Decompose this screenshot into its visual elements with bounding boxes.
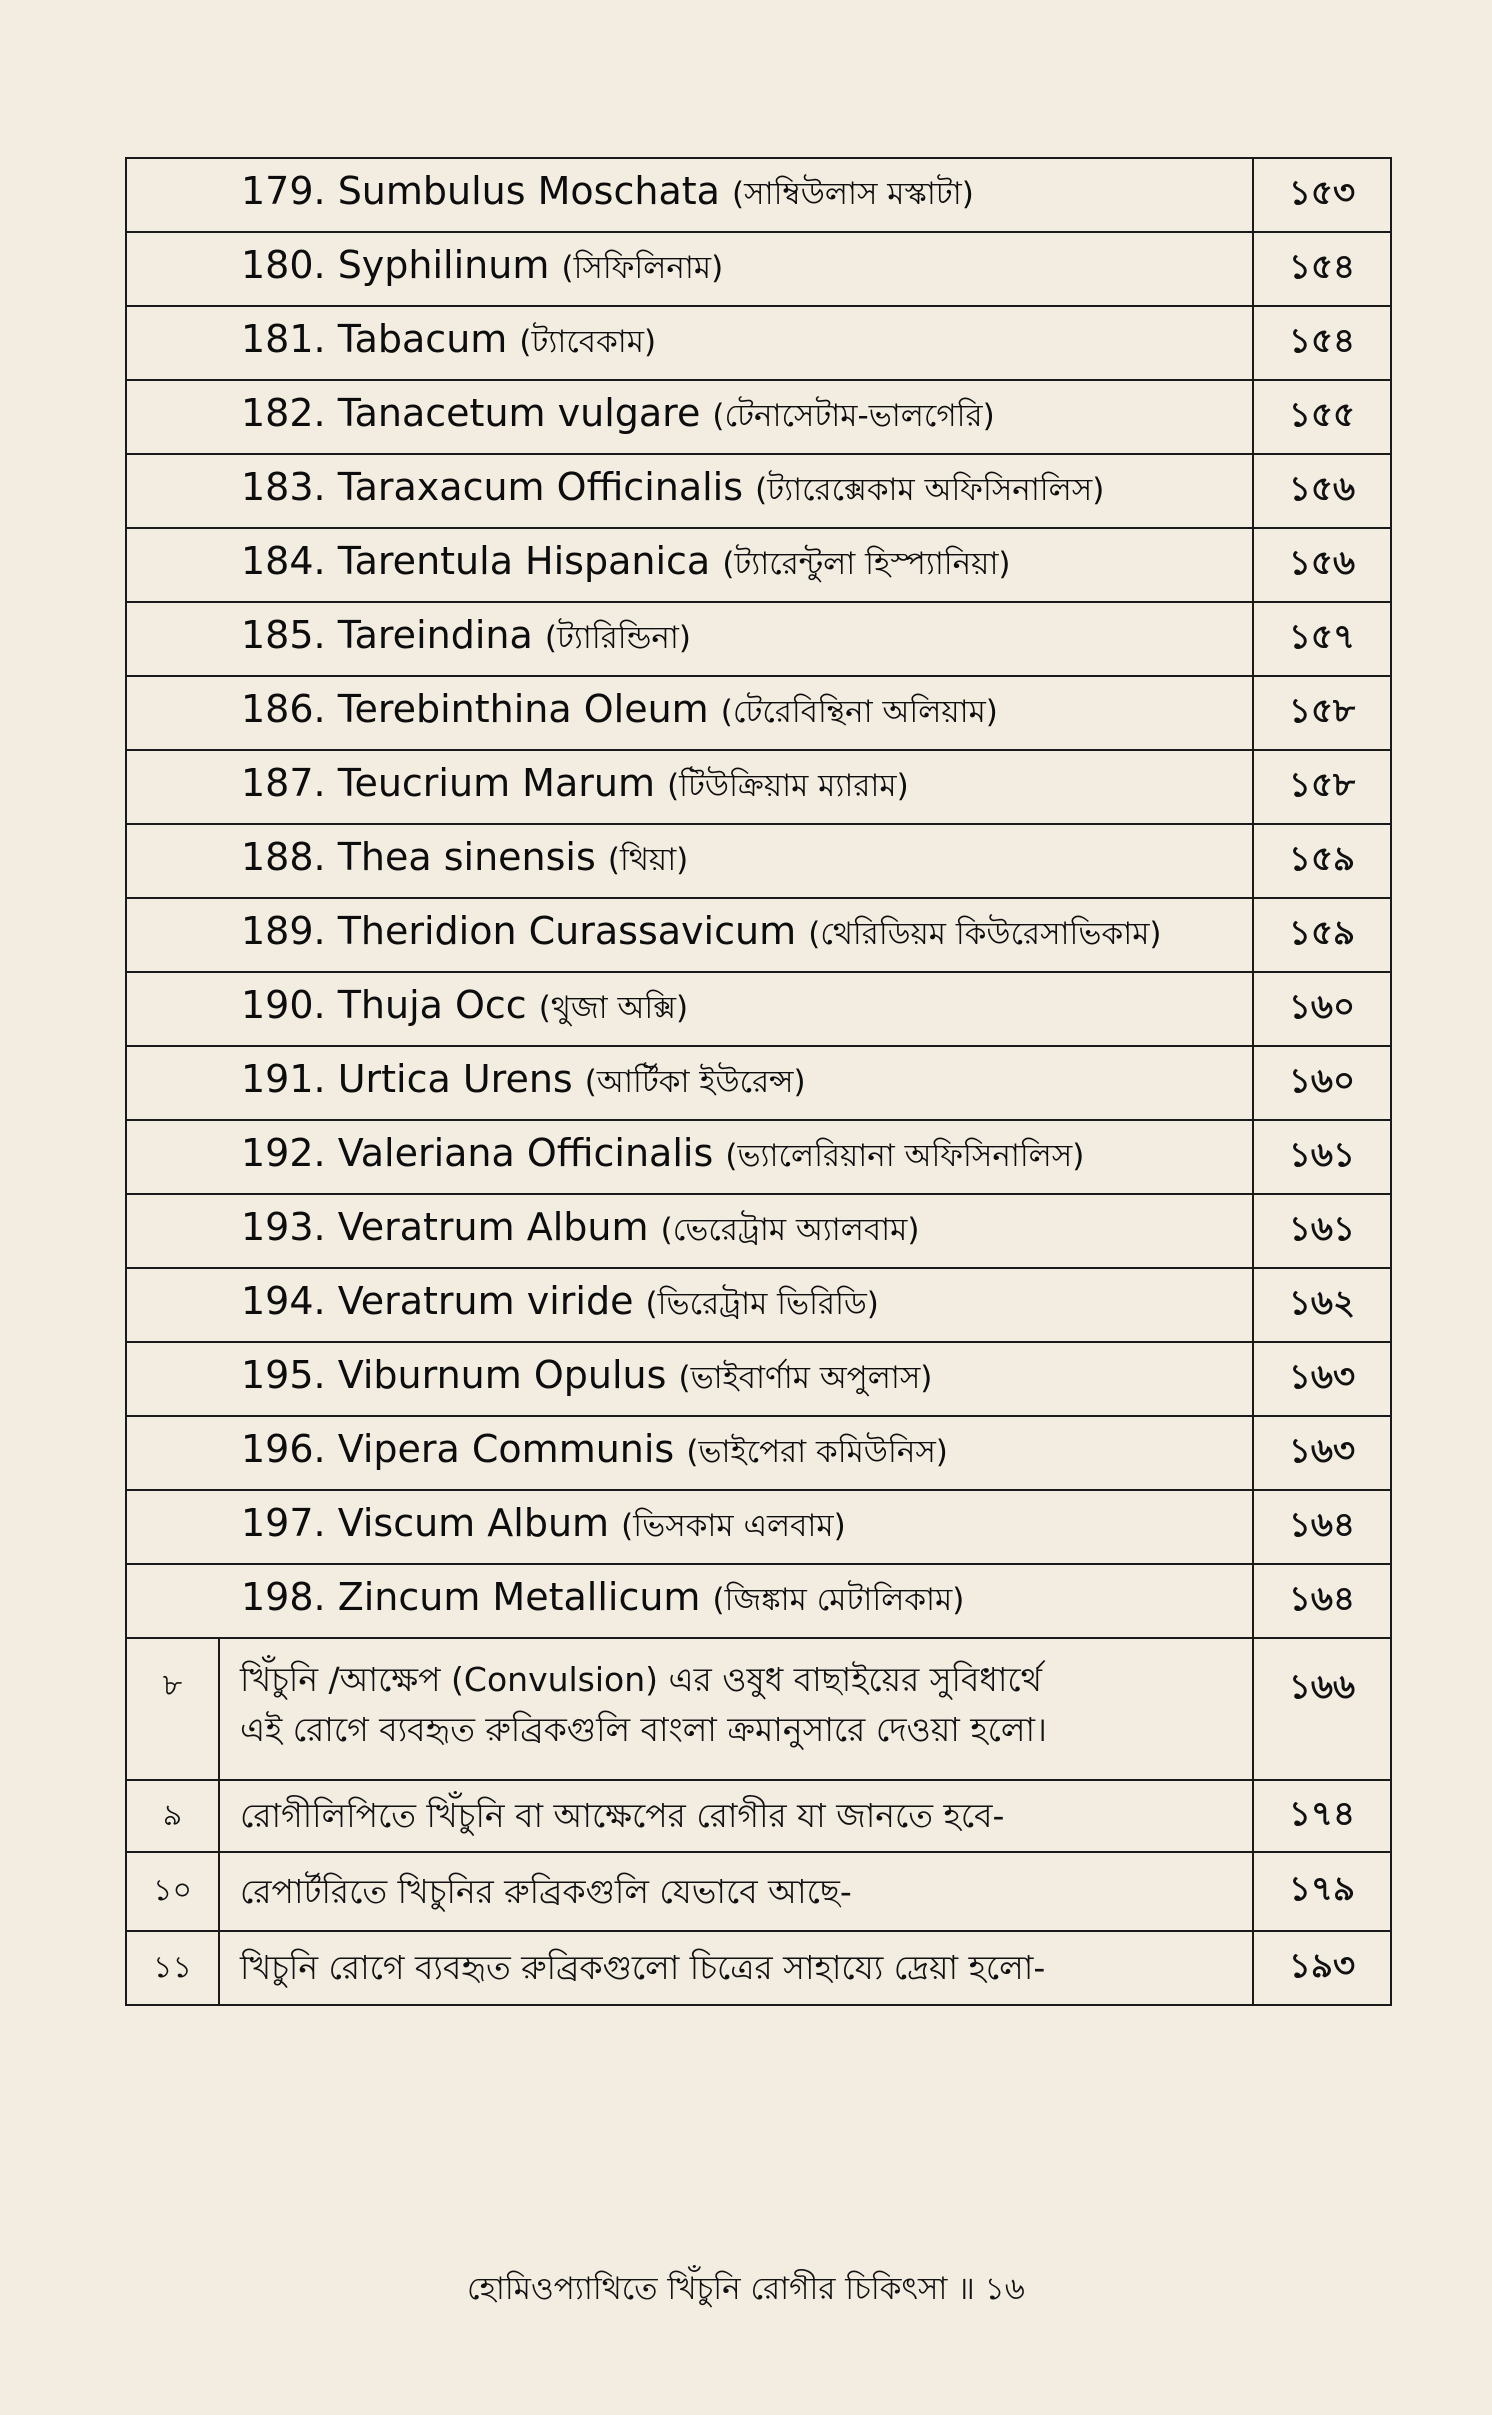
page-number: ১৬৪: [1253, 1564, 1391, 1638]
page-number: ১৬৪: [1253, 1490, 1391, 1564]
medicine-name: 188. Thea sinensis: [241, 834, 596, 879]
medicine-name: 190. Thuja Occ: [241, 982, 527, 1027]
section-list: [126, 1638, 1391, 2005]
page-number: ১৫৫: [1253, 380, 1391, 454]
page-number: ১৫৮: [1253, 750, 1391, 824]
medicine-entry: [126, 380, 1253, 454]
section-title-line-2: এই রোগে ব্যবহৃত রুব্রিকগুলি বাংলা ক্রমানুসারে দেওয়া হলো।: [240, 1710, 1047, 1749]
table-row: [126, 1194, 1391, 1268]
medicine-entry: [126, 1416, 1253, 1490]
medicine-bengali-name: (ট্যাবেকাম): [519, 323, 657, 360]
medicine-entry: [126, 898, 1253, 972]
medicine-entry: [126, 676, 1253, 750]
table-row: [126, 1852, 1391, 1931]
table-row: [126, 306, 1391, 380]
medicine-name: 187. Teucrium Marum: [241, 760, 655, 805]
table-row: [126, 1638, 1391, 1780]
table-row: [126, 1780, 1391, 1852]
page-number: ১৬৬: [1253, 1638, 1391, 1780]
table-row: [126, 528, 1391, 602]
table-row: [126, 1046, 1391, 1120]
medicine-name: 184. Tarentula Hispanica: [241, 538, 711, 583]
section-title: [219, 1638, 1253, 1780]
page-number: ১৬৩: [1253, 1416, 1391, 1490]
medicine-entry: [126, 1342, 1253, 1416]
medicine-entry: [126, 528, 1253, 602]
table-row: [126, 158, 1391, 232]
section-number: ৮: [126, 1638, 219, 1780]
medicine-name: 179. Sumbulus Moschata: [241, 168, 720, 213]
medicine-name: 193. Veratrum Album: [241, 1204, 649, 1249]
table-row: [126, 750, 1391, 824]
medicine-bengali-name: (ট্যারেক্সেকাম অফিসিনালিস): [755, 471, 1105, 508]
medicine-bengali-name: (আর্টিকা ইউরেন্স): [584, 1063, 806, 1100]
page-number: ১৬১: [1253, 1120, 1391, 1194]
medicine-bengali-name: (ট্যারেন্টুলা হিস্প্যানিয়া): [722, 545, 1011, 582]
medicine-bengali-name: (ভিরেট্রাম ভিরিডি): [645, 1285, 879, 1322]
medicine-name: 185. Tareindina: [241, 612, 533, 657]
medicine-bengali-name: (জিঙ্কাম মেটালিকাম): [712, 1581, 965, 1618]
medicine-bengali-name: (ট্যারিন্ডিনা): [544, 619, 691, 656]
page-number: ১৫৮: [1253, 676, 1391, 750]
table-row: [126, 1120, 1391, 1194]
medicine-bengali-name: (থুজা অক্সি): [538, 989, 689, 1026]
table-row: [126, 380, 1391, 454]
medicine-entry: [126, 306, 1253, 380]
page-number: ১৬৩: [1253, 1342, 1391, 1416]
page-number: ১৬০: [1253, 972, 1391, 1046]
medicine-entry: [126, 972, 1253, 1046]
page-number: ১৫৬: [1253, 454, 1391, 528]
medicine-entry: [126, 750, 1253, 824]
section-title-line-1: খিঁচুনি /আক্ষেপ (Convulsion) এর ওষুধ বাছাইয়ের সুবিধার্থে: [240, 1660, 1043, 1699]
medicine-name: 194. Veratrum viride: [241, 1278, 634, 1323]
contents-table: [125, 157, 1392, 2006]
page-number: ১৫৪: [1253, 232, 1391, 306]
table-row: [126, 1931, 1391, 2005]
medicine-bengali-name: (থেরিডিয়ম কিউরেসাভিকাম): [808, 915, 1162, 952]
table-row: [126, 1564, 1391, 1638]
page-number: ১৫৪: [1253, 306, 1391, 380]
page-number: ১৭৪: [1253, 1780, 1391, 1852]
medicine-entry: [126, 1046, 1253, 1120]
medicine-entry: [126, 1564, 1253, 1638]
page-footer: হোমিওপ্যাথিতে খিঁচুনি রোগীর চিকিৎসা ॥ ১৬: [467, 2271, 1025, 2307]
page-number: ১৯৩: [1253, 1931, 1391, 2005]
table-row: [126, 602, 1391, 676]
medicine-name: 189. Theridion Curassavicum: [241, 908, 797, 953]
medicine-entry: [126, 602, 1253, 676]
medicine-bengali-name: (সিফিলিনাম): [561, 249, 724, 286]
medicine-entry: [126, 1268, 1253, 1342]
page-number: ১৫৯: [1253, 824, 1391, 898]
table-row: [126, 676, 1391, 750]
page-number: ১৭৯: [1253, 1852, 1391, 1931]
medicine-name: 183. Taraxacum Officinalis: [241, 464, 744, 509]
medicine-bengali-name: (থিয়া): [607, 841, 689, 878]
section-title: খিচুনি রোগে ব্যবহৃত রুব্রিকগুলো চিত্রের সাহায্যে দ্রেয়া হলো-: [219, 1931, 1253, 2005]
medicine-entry: [126, 1194, 1253, 1268]
medicine-name: 191. Urtica Urens: [241, 1056, 573, 1101]
section-title: রোগীলিপিতে খিঁচুনি বা আক্ষেপের রোগীর যা জানতে হবে-: [219, 1780, 1253, 1852]
medicine-name: 192. Valeriana Officinalis: [241, 1130, 714, 1175]
medicine-entry: [126, 158, 1253, 232]
medicine-name: 182. Tanacetum vulgare: [241, 390, 701, 435]
medicine-entry: [126, 1120, 1253, 1194]
table-row: [126, 898, 1391, 972]
medicine-bengali-name: (টেনাসেটাম-ভালগেরি): [712, 397, 995, 434]
section-title: রেপার্টরিতে খিচুনির রুব্রিকগুলি যেভাবে আছে-: [219, 1852, 1253, 1931]
medicine-bengali-name: (ভাইপেরা কমিউনিস): [686, 1433, 948, 1470]
medicine-list: [126, 158, 1391, 1638]
section-number: ১০: [126, 1852, 219, 1931]
page-number: ১৬১: [1253, 1194, 1391, 1268]
medicine-bengali-name: (টেরেবিন্থিনা অলিয়াম): [720, 693, 998, 730]
medicine-name: 197. Viscum Album: [241, 1500, 610, 1545]
section-number: ৯: [126, 1780, 219, 1852]
table-row: [126, 1268, 1391, 1342]
table-row: [126, 1416, 1391, 1490]
table-row: [126, 824, 1391, 898]
medicine-bengali-name: (ভ্যালেরিয়ানা অফিসিনালিস): [725, 1137, 1085, 1174]
table-row: [126, 454, 1391, 528]
medicine-entry: [126, 1490, 1253, 1564]
medicine-name: 180. Syphilinum: [241, 242, 550, 287]
table-row: [126, 1490, 1391, 1564]
medicine-bengali-name: (সাম্বিউলাস মস্কাটা): [732, 175, 974, 212]
table-row: [126, 1342, 1391, 1416]
medicine-entry: [126, 454, 1253, 528]
page-number: ১৫৩: [1253, 158, 1391, 232]
page-number: ১৬০: [1253, 1046, 1391, 1120]
medicine-bengali-name: (টিউক্রিয়াম ম্যারাম): [667, 767, 909, 804]
medicine-entry: [126, 232, 1253, 306]
medicine-entry: [126, 824, 1253, 898]
section-number: ১১: [126, 1931, 219, 2005]
page-number: ১৫৬: [1253, 528, 1391, 602]
medicine-name: 186. Terebinthina Oleum: [241, 686, 709, 731]
page-number: ১৬২: [1253, 1268, 1391, 1342]
page-number: ১৫৯: [1253, 898, 1391, 972]
medicine-name: 195. Viburnum Opulus: [241, 1352, 667, 1397]
medicine-bengali-name: (ভিসকাম এলবাম): [621, 1507, 846, 1544]
medicine-bengali-name: (ভাইবার্ণাম অপুলাস): [678, 1359, 933, 1396]
page-number: ১৫৭: [1253, 602, 1391, 676]
medicine-name: 196. Vipera Communis: [241, 1426, 675, 1471]
medicine-name: 181. Tabacum: [241, 316, 508, 361]
table-row: [126, 972, 1391, 1046]
medicine-bengali-name: (ভেরেট্রাম অ্যালবাম): [660, 1211, 920, 1248]
medicine-name: 198. Zincum Metallicum: [241, 1574, 701, 1619]
table-row: [126, 232, 1391, 306]
